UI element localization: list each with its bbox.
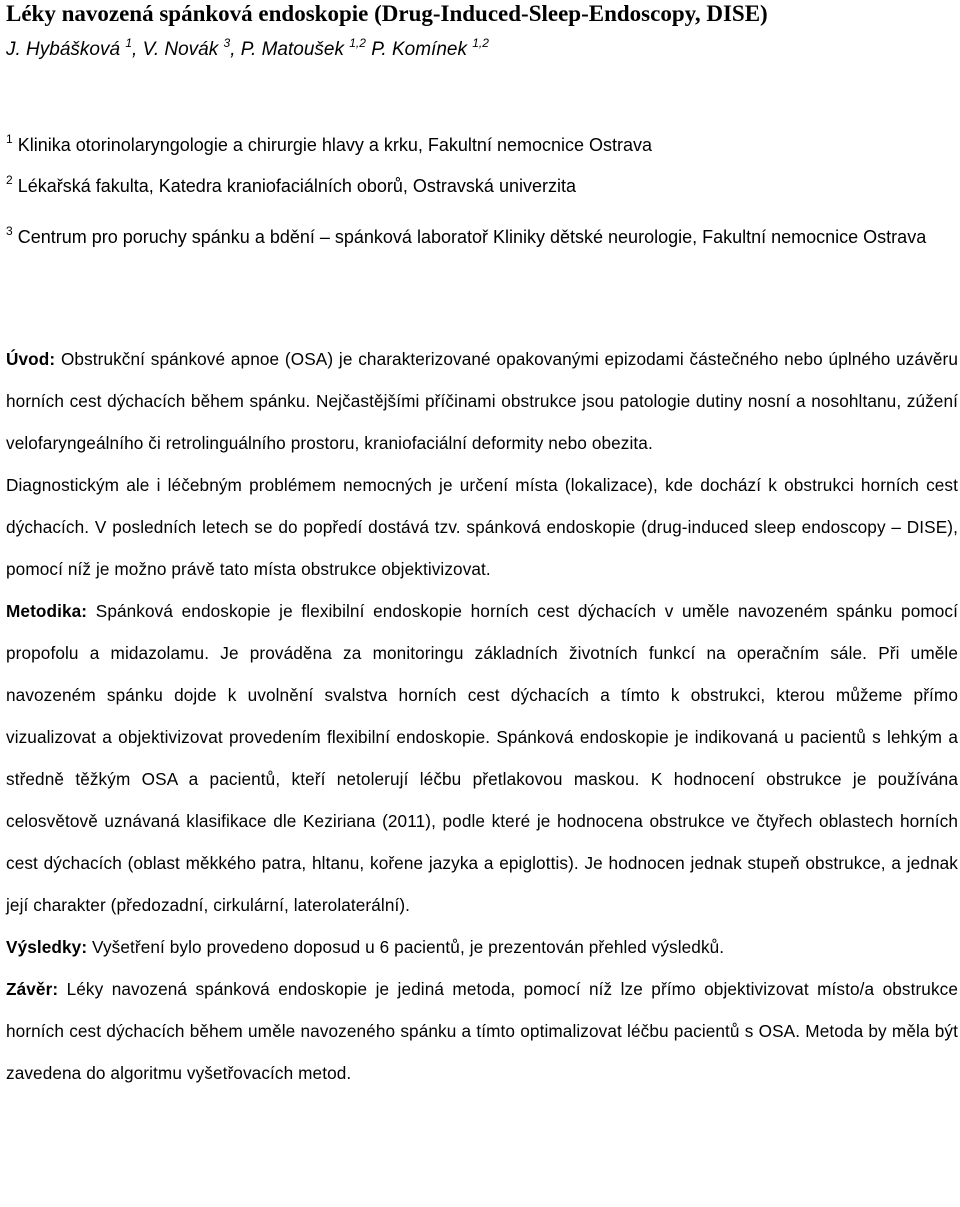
author-affiliation-index: 1,2 xyxy=(472,36,489,50)
section-introduction-continued xyxy=(6,464,958,590)
section-conclusion xyxy=(6,968,958,1094)
section-label: Metodika: xyxy=(6,601,88,621)
author-name: P. Komínek xyxy=(371,39,467,60)
section-text: Obstrukční spánkové apnoe (OSA) je charakterizované opakovanými epizodami částečného nebo úplného uzávěru horních cest dýchacích během spánku. Nejčastějšími příčinami obstrukce jsou patologie dutiny nosní a nosohltanu, zúžení velofaryngeálního či retrolinguálního prostoru, kraniofaciální deformity nebo obezita. xyxy=(6,349,958,453)
section-text: Diagnostickým ale i léčebným problémem nemocných je určení místa (lokalizace), kde dochází k obstrukci horních cest dýchacích. V posledních letech se do popředí dostává tzv. spánková endoskopie (drug-induced sleep endoscopy – DISE), pomocí níž je možno právě tato místa obstrukce objektivizovat. xyxy=(6,475,958,579)
affiliation-number: 2 xyxy=(6,173,13,187)
affiliation-text: Klinika otorinolaryngologie a chirurgie hlavy a krku, Fakultní nemocnice Ostrava xyxy=(17,135,653,155)
document-title: Léky navozená spánková endoskopie (Drug-Induced-Sleep-Endoscopy, DISE) xyxy=(6,1,768,26)
affiliation-1 xyxy=(6,133,956,157)
section-introduction xyxy=(6,338,958,464)
section-text: Spánková endoskopie je flexibilní endoskopie horních cest dýchacích v uměle navozeném spánku pomocí propofolu a midazolamu. Je prováděna za monitoringu základních životních funkcí na operačním sále. Při uměle navozeném spánku dojde k uvolnění svalstva horních cest dýchacích a tímto k obstrukci, kterou můžeme přímo vizualizovat a objektivizovat provedením flexibilní endoskopie. Spánková endoskopie je indikovaná u pacientů s lehkým a středně těžkým OSA a pacientů, kteří netolerují léčbu přetlakovou maskou. K hodnocení obstrukce je používána celosvětově uznávaná klasifikace dle Keziriana (2011), podle které je hodnocena obstrukce ve čtyřech oblastech horních cest dýchacích (oblast měkkého patra, hltanu, kořene jazyka a epiglottis). Je hodnocen jednak stupeň obstrukce, a jednak její charakter (předozadní, cirkulární, laterolaterální). xyxy=(6,601,958,915)
affiliation-3 xyxy=(6,216,956,258)
abstract-body xyxy=(6,338,958,1094)
author-name: P. Matoušek xyxy=(240,39,344,60)
section-label: Závěr: xyxy=(6,979,59,999)
author-list xyxy=(6,38,956,62)
author-separator: , xyxy=(132,39,143,60)
affiliation-number: 1 xyxy=(6,132,13,146)
author-separator: , xyxy=(230,39,241,60)
affiliation-number: 3 xyxy=(6,224,13,238)
author-affiliation-index: 3 xyxy=(223,36,231,50)
section-label: Úvod: xyxy=(6,349,56,369)
affiliation-text: Centrum pro poruchy spánku a bdění – spánková laboratoř Kliniky dětské neurologie, Fakultní nemocnice Ostrava xyxy=(17,227,927,247)
section-results xyxy=(6,926,958,968)
affiliation-2 xyxy=(6,174,956,198)
author-affiliation-index: 1 xyxy=(125,36,133,50)
section-text: Vyšetření bylo provedeno doposud u 6 pacientů, je prezentován přehled výsledků. xyxy=(87,937,725,957)
affiliation-text: Lékařská fakulta, Katedra kraniofaciálních oborů, Ostravská univerzita xyxy=(17,176,576,196)
section-text: Léky navozená spánková endoskopie je jediná metoda, pomocí níž lze přímo objektivizovat místo/a obstrukce horních cest dýchacích během uměle navozeného spánku a tímto optimalizovat léčbu pacientů s OSA. Metoda by měla být zavedena do algoritmu vyšetřovacích metod. xyxy=(6,979,958,1083)
section-label: Výsledky: xyxy=(6,937,88,957)
author-name: J. Hybášková xyxy=(6,39,121,60)
author-affiliation-index: 1,2 xyxy=(349,36,366,50)
section-methods xyxy=(6,590,958,926)
author-name: V. Novák xyxy=(142,39,219,60)
